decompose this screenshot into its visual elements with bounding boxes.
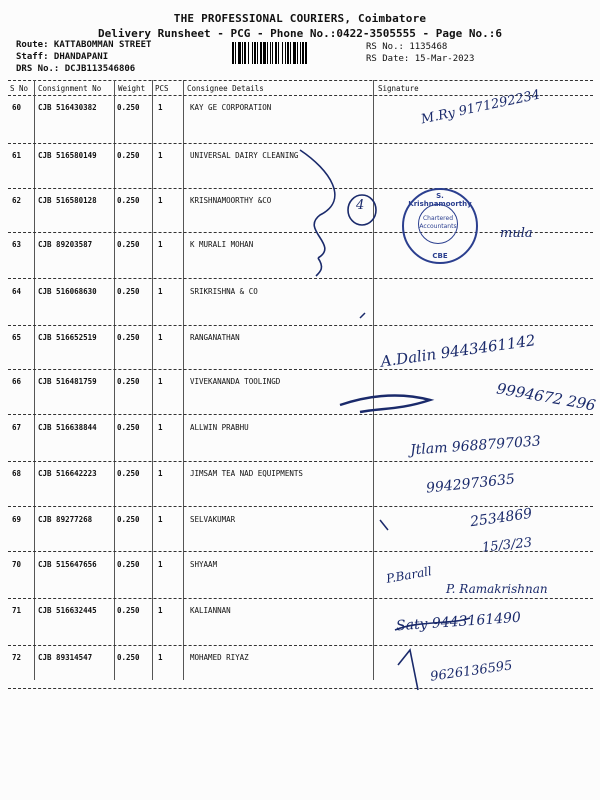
row-weight: 0.250	[117, 653, 140, 662]
row-consignment: CJB 516430382	[38, 103, 97, 112]
row-sno: 71	[12, 606, 22, 615]
row-consignee: UNIVERSAL DAIRY CLEANING	[190, 151, 299, 160]
row-sno: 65	[12, 333, 22, 342]
row-consignee: VIVEKANANDA TOOLINGD	[190, 377, 281, 386]
signature-row-67: Jtlam 9688797033	[409, 433, 542, 459]
row-weight: 0.250	[117, 469, 140, 478]
row-weight: 0.250	[117, 423, 140, 432]
row-weight: 0.250	[117, 196, 140, 205]
row-weight: 0.250	[117, 515, 140, 524]
row-consignment: CJB 516580128	[38, 196, 97, 205]
signature-row-66: 9994672 296	[495, 379, 598, 415]
row-consignment: CJB 516642223	[38, 469, 97, 478]
runsheet-title: Delivery Runsheet - PCG - Phone No.:0422-3505555 - Page No.:6	[98, 27, 502, 40]
row-consignee: SHYAAM	[190, 560, 218, 569]
row-weight: 0.250	[117, 333, 140, 342]
pen-stroke	[398, 650, 418, 690]
row-sno: 68	[12, 469, 22, 478]
drs-label: DRS No.: DCJB113546806	[16, 64, 136, 74]
signature-row-60: M.Ry 9171292234	[419, 87, 542, 128]
row-consignment: CJB 516580149	[38, 151, 97, 160]
row-weight: 0.250	[117, 560, 140, 569]
row-consignee: KAY GE CORPORATION	[190, 103, 272, 112]
row-sno: 61	[12, 151, 22, 160]
row-consignee: SRIKRISHNA & CO	[190, 287, 258, 296]
signature-row-71: Saty 9443161490	[395, 609, 522, 635]
row-consignment: CJB 516652519	[38, 333, 97, 342]
row-sno: 66	[12, 377, 22, 386]
row-weight: 0.250	[117, 606, 140, 615]
row-pcs: 1	[158, 377, 163, 386]
row-weight: 0.250	[117, 151, 140, 160]
rs-number: RS No.: 1135468	[366, 42, 448, 52]
pen-stroke	[360, 313, 365, 318]
circled-number: 4	[356, 198, 365, 213]
row-consignee: ALLWIN PRABHU	[190, 423, 249, 432]
col-header-pcs: PCS	[155, 84, 169, 93]
col-header-details: Consignee Details	[187, 84, 264, 93]
row-sno: 67	[12, 423, 22, 432]
row-pcs: 1	[158, 151, 163, 160]
row-pcs: 1	[158, 103, 163, 112]
row-pcs: 1	[158, 333, 163, 342]
row-sno: 64	[12, 287, 22, 296]
pen-stroke	[300, 150, 335, 258]
row-pcs: 1	[158, 653, 163, 662]
seal-center-text: Chartered Accountants	[418, 204, 458, 244]
row-consignment: CJB 516638844	[38, 423, 97, 432]
signature-row-70-a: P.Barall	[385, 564, 433, 586]
col-header-sno: S No	[10, 84, 29, 93]
row-consignee: SELVAKUMAR	[190, 515, 236, 524]
seal-top-text: S. Krishnamoorthy	[408, 192, 472, 208]
row-pcs: 1	[158, 560, 163, 569]
signature-row-68: 9942973635	[425, 471, 516, 497]
company-seal	[402, 188, 478, 264]
signature-row-63: mula	[500, 226, 533, 241]
row-sno: 69	[12, 515, 22, 524]
row-sno: 60	[12, 103, 22, 112]
row-sno: 72	[12, 653, 22, 662]
row-consignment: CJB 89203587	[38, 240, 93, 249]
pen-stroke	[380, 520, 388, 530]
row-pcs: 1	[158, 606, 163, 615]
row-pcs: 1	[158, 423, 163, 432]
row-pcs: 1	[158, 469, 163, 478]
signature-row-69-date: 15/3/23	[481, 535, 533, 556]
route-label: Route: KATTABOMMAN STREET	[16, 40, 152, 50]
company-title: THE PROFESSIONAL COURIERS, Coimbatore	[173, 12, 427, 25]
signature-row-69: 2534869	[469, 505, 534, 531]
col-header-weight: Weight	[118, 84, 146, 93]
row-weight: 0.250	[117, 240, 140, 249]
row-pcs: 1	[158, 196, 163, 205]
row-consignee: K MURALI MOHAN	[190, 240, 254, 249]
row-consignee: MOHAMED RIYAZ	[190, 653, 249, 662]
row-consignment: CJB 516068630	[38, 287, 97, 296]
pen-stroke	[316, 258, 322, 276]
row-consignee: KRISHNAMOORTHY &CO	[190, 196, 272, 205]
col-header-consignment: Consignment No	[38, 84, 102, 93]
signature-row-70-b: P. Ramakrishnan	[446, 582, 548, 596]
row-sno: 70	[12, 560, 22, 569]
row-consignee: KALIANNAN	[190, 606, 231, 615]
row-weight: 0.250	[117, 287, 140, 296]
row-pcs: 1	[158, 515, 163, 524]
row-consignment: CJB 89277268	[38, 515, 93, 524]
staff-label: Staff: DHANDAPANI	[16, 52, 109, 62]
scribble-mark	[340, 395, 430, 412]
signature-row-65: A.Dalin 9443461142	[379, 331, 537, 371]
row-consignee: RANGANATHAN	[190, 333, 240, 342]
signature-row-72: 9626136595	[429, 658, 514, 685]
row-pcs: 1	[158, 240, 163, 249]
row-consignee: JIMSAM TEA NAD EQUIPMENTS	[190, 469, 303, 478]
row-pcs: 1	[158, 287, 163, 296]
row-consignment: CJB 516632445	[38, 606, 97, 615]
rs-date: RS Date: 15-Mar-2023	[366, 54, 475, 64]
row-sno: 62	[12, 196, 22, 205]
row-weight: 0.250	[117, 103, 140, 112]
seal-bottom-text: CBE	[432, 252, 448, 260]
row-consignment: CJB 89314547	[38, 653, 93, 662]
row-consignment: CJB 516481759	[38, 377, 97, 386]
col-header-signature: Signature	[378, 84, 419, 93]
row-consignment: CJB 515647656	[38, 560, 97, 569]
row-weight: 0.250	[117, 377, 140, 386]
row-sno: 63	[12, 240, 22, 249]
